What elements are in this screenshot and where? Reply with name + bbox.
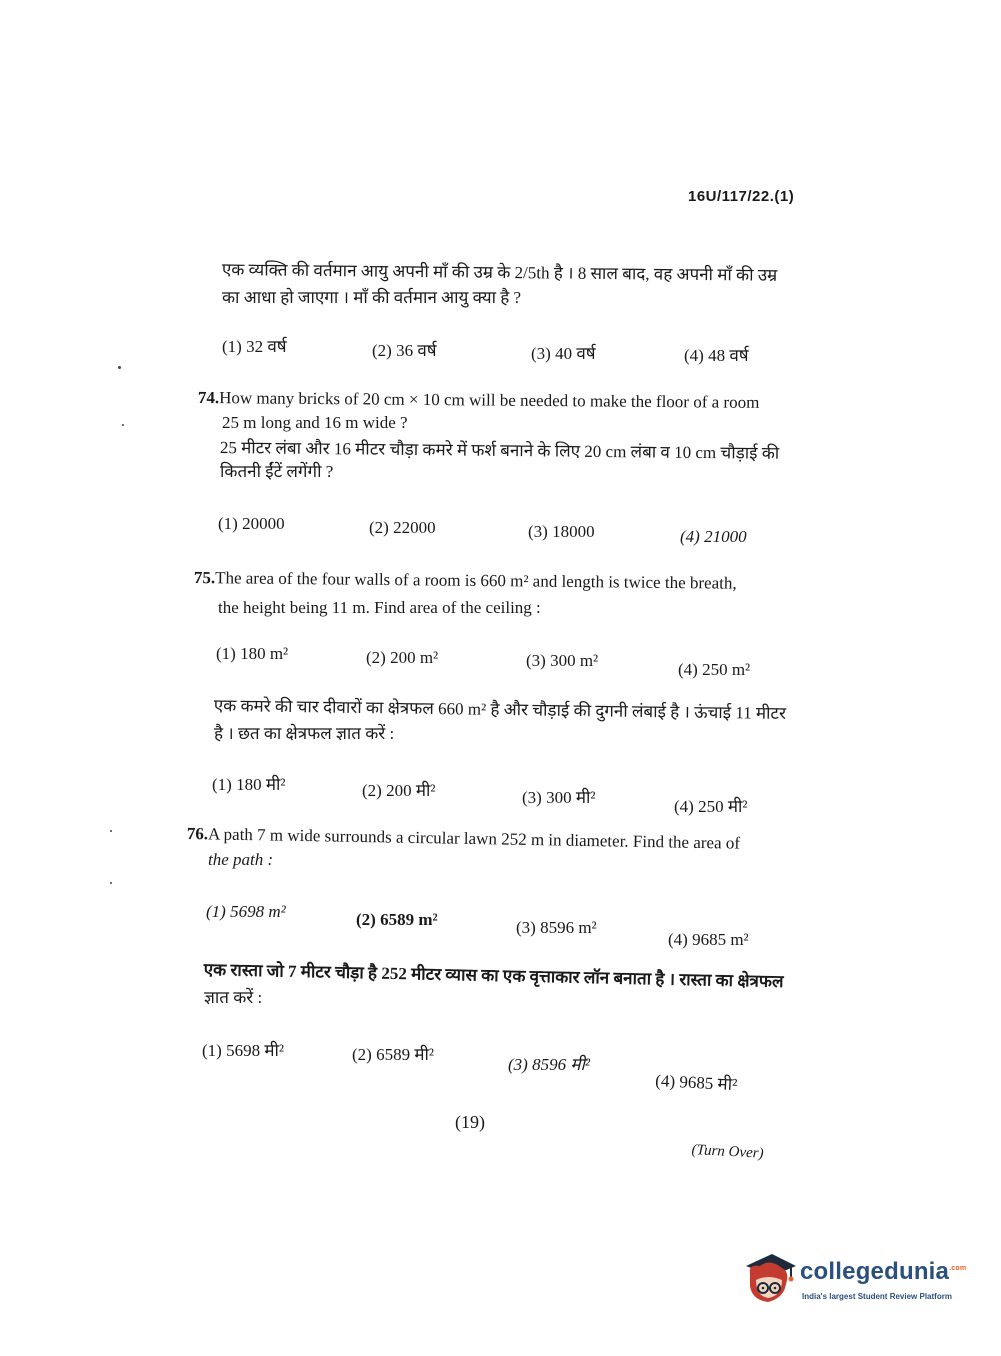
q75-option-hi-1: (1) 180 मी² [212, 775, 286, 794]
q74-option-1: (1) 20000 [218, 514, 285, 533]
q74-number: 74. [197, 387, 220, 408]
q76-option-en-3: (3) 8596 m² [516, 918, 597, 937]
q76-hi-line1: एक रास्ता जो 7 मीटर चौड़ा है 252 मीटर व्यास का एक वृत्ताकार लॉन बनाता है । रास्ता का क्षेत्रफल [203, 959, 784, 992]
q75-hi-line1: एक कमरे की चार दीवारों का क्षेत्रफल 660 m² है और चौड़ाई की दुगनी लंबाई है । ऊंचाई 11 मीटर [213, 695, 787, 723]
page-number: (19) [455, 1112, 485, 1132]
paper-code: 16U/117/22.(1) [688, 188, 795, 205]
q73-option-1: (1) 32 वर्ष [222, 337, 287, 356]
q75-option-en-4: (4) 250 m² [678, 660, 751, 679]
q74-hi-line1: 25 मीटर लंबा और 16 मीटर चौड़ा कमरे में फर्श बनाने के लिए 20 cm लंबा व 10 cm चौड़ाई की [219, 437, 780, 463]
margin-dot [122, 424, 124, 426]
q75-option-en-1: (1) 180 m² [216, 644, 289, 663]
q74-option-2: (2) 22000 [369, 518, 436, 537]
q73-text-line2: का आधा हो जाएगा । माँ की वर्तमान आयु क्या है ? [222, 288, 522, 307]
collegedunia-logo [742, 1250, 970, 1314]
q76-option-en-4: (4) 9685 m² [668, 930, 749, 949]
q73-option-4: (4) 48 वर्ष [684, 346, 749, 365]
q74-option-3: (3) 18000 [528, 522, 595, 541]
q76-option-hi-3: (3) 8596 मी² [508, 1055, 590, 1074]
q76-hi-line2: ज्ञात करें : [204, 988, 263, 1007]
q75-option-en-2: (2) 200 m² [366, 648, 439, 667]
q74-en-text: How many bricks of 20 cm × 10 cm will be needed to make the floor of a room [219, 388, 760, 412]
q76-option-hi-4: (4) 9685 मी² [654, 1070, 738, 1095]
q76-option-hi-1: (1) 5698 मी² [202, 1041, 284, 1060]
q75-option-hi-4: (4) 250 मी² [674, 797, 748, 816]
margin-dot [118, 366, 121, 369]
q75-hi-line2: है । छत का क्षेत्रफल ज्ञात करें : [214, 724, 395, 743]
margin-dot [110, 830, 112, 832]
mascot-icon [742, 1250, 798, 1310]
q73-option-3: (3) 40 वर्ष [531, 344, 596, 363]
logo-wordmark [800, 1258, 966, 1286]
q74-hi-line2: कितनी ईंटें लगेंगी ? [220, 462, 334, 481]
q75-number: 75. [193, 567, 216, 588]
margin-dot [110, 882, 112, 884]
logo-tagline: India's largest Student Review Platform [802, 1292, 952, 1301]
logo-name-text: collegedunia [800, 1258, 950, 1285]
q74-en-line2: 25 m long and 16 m wide ? [222, 413, 408, 432]
q76-en-text: A path 7 m wide surrounds a circular lawn 252 m in diameter. Find the area of [207, 824, 741, 853]
q73-text-line1: एक व्यक्ति की वर्तमान आयु अपनी माँ की उम्र के 2/5th है । 8 साल बाद, वह अपनी माँ की उम्र [221, 259, 778, 285]
q76-number: 76. [186, 823, 209, 844]
logo-com: .com [949, 1265, 967, 1272]
q74-option-4: (4) 21000 [680, 527, 747, 546]
q75-option-hi-3: (3) 300 मी² [522, 788, 596, 807]
q75-en-line2: the height being 11 m. Find area of the ceiling : [218, 598, 541, 617]
q76-option-en-1: (1) 5698 m² [206, 902, 286, 921]
q73-option-2: (2) 36 वर्ष [372, 341, 437, 360]
q75-option-hi-2: (2) 200 मी² [362, 781, 436, 800]
q75-option-en-3: (3) 300 m² [526, 651, 599, 670]
q76-en-line2: the path : [208, 850, 274, 869]
turn-over-note: (Turn Over) [691, 1142, 764, 1162]
q75-en-line1 [194, 566, 737, 596]
q76-option-en-2: (2) 6589 m² [356, 910, 438, 929]
q75-en-text: The area of the four walls of a room is 660 m² and length is twice the breath, [215, 568, 737, 593]
q76-option-hi-2: (2) 6589 मी² [352, 1045, 434, 1064]
